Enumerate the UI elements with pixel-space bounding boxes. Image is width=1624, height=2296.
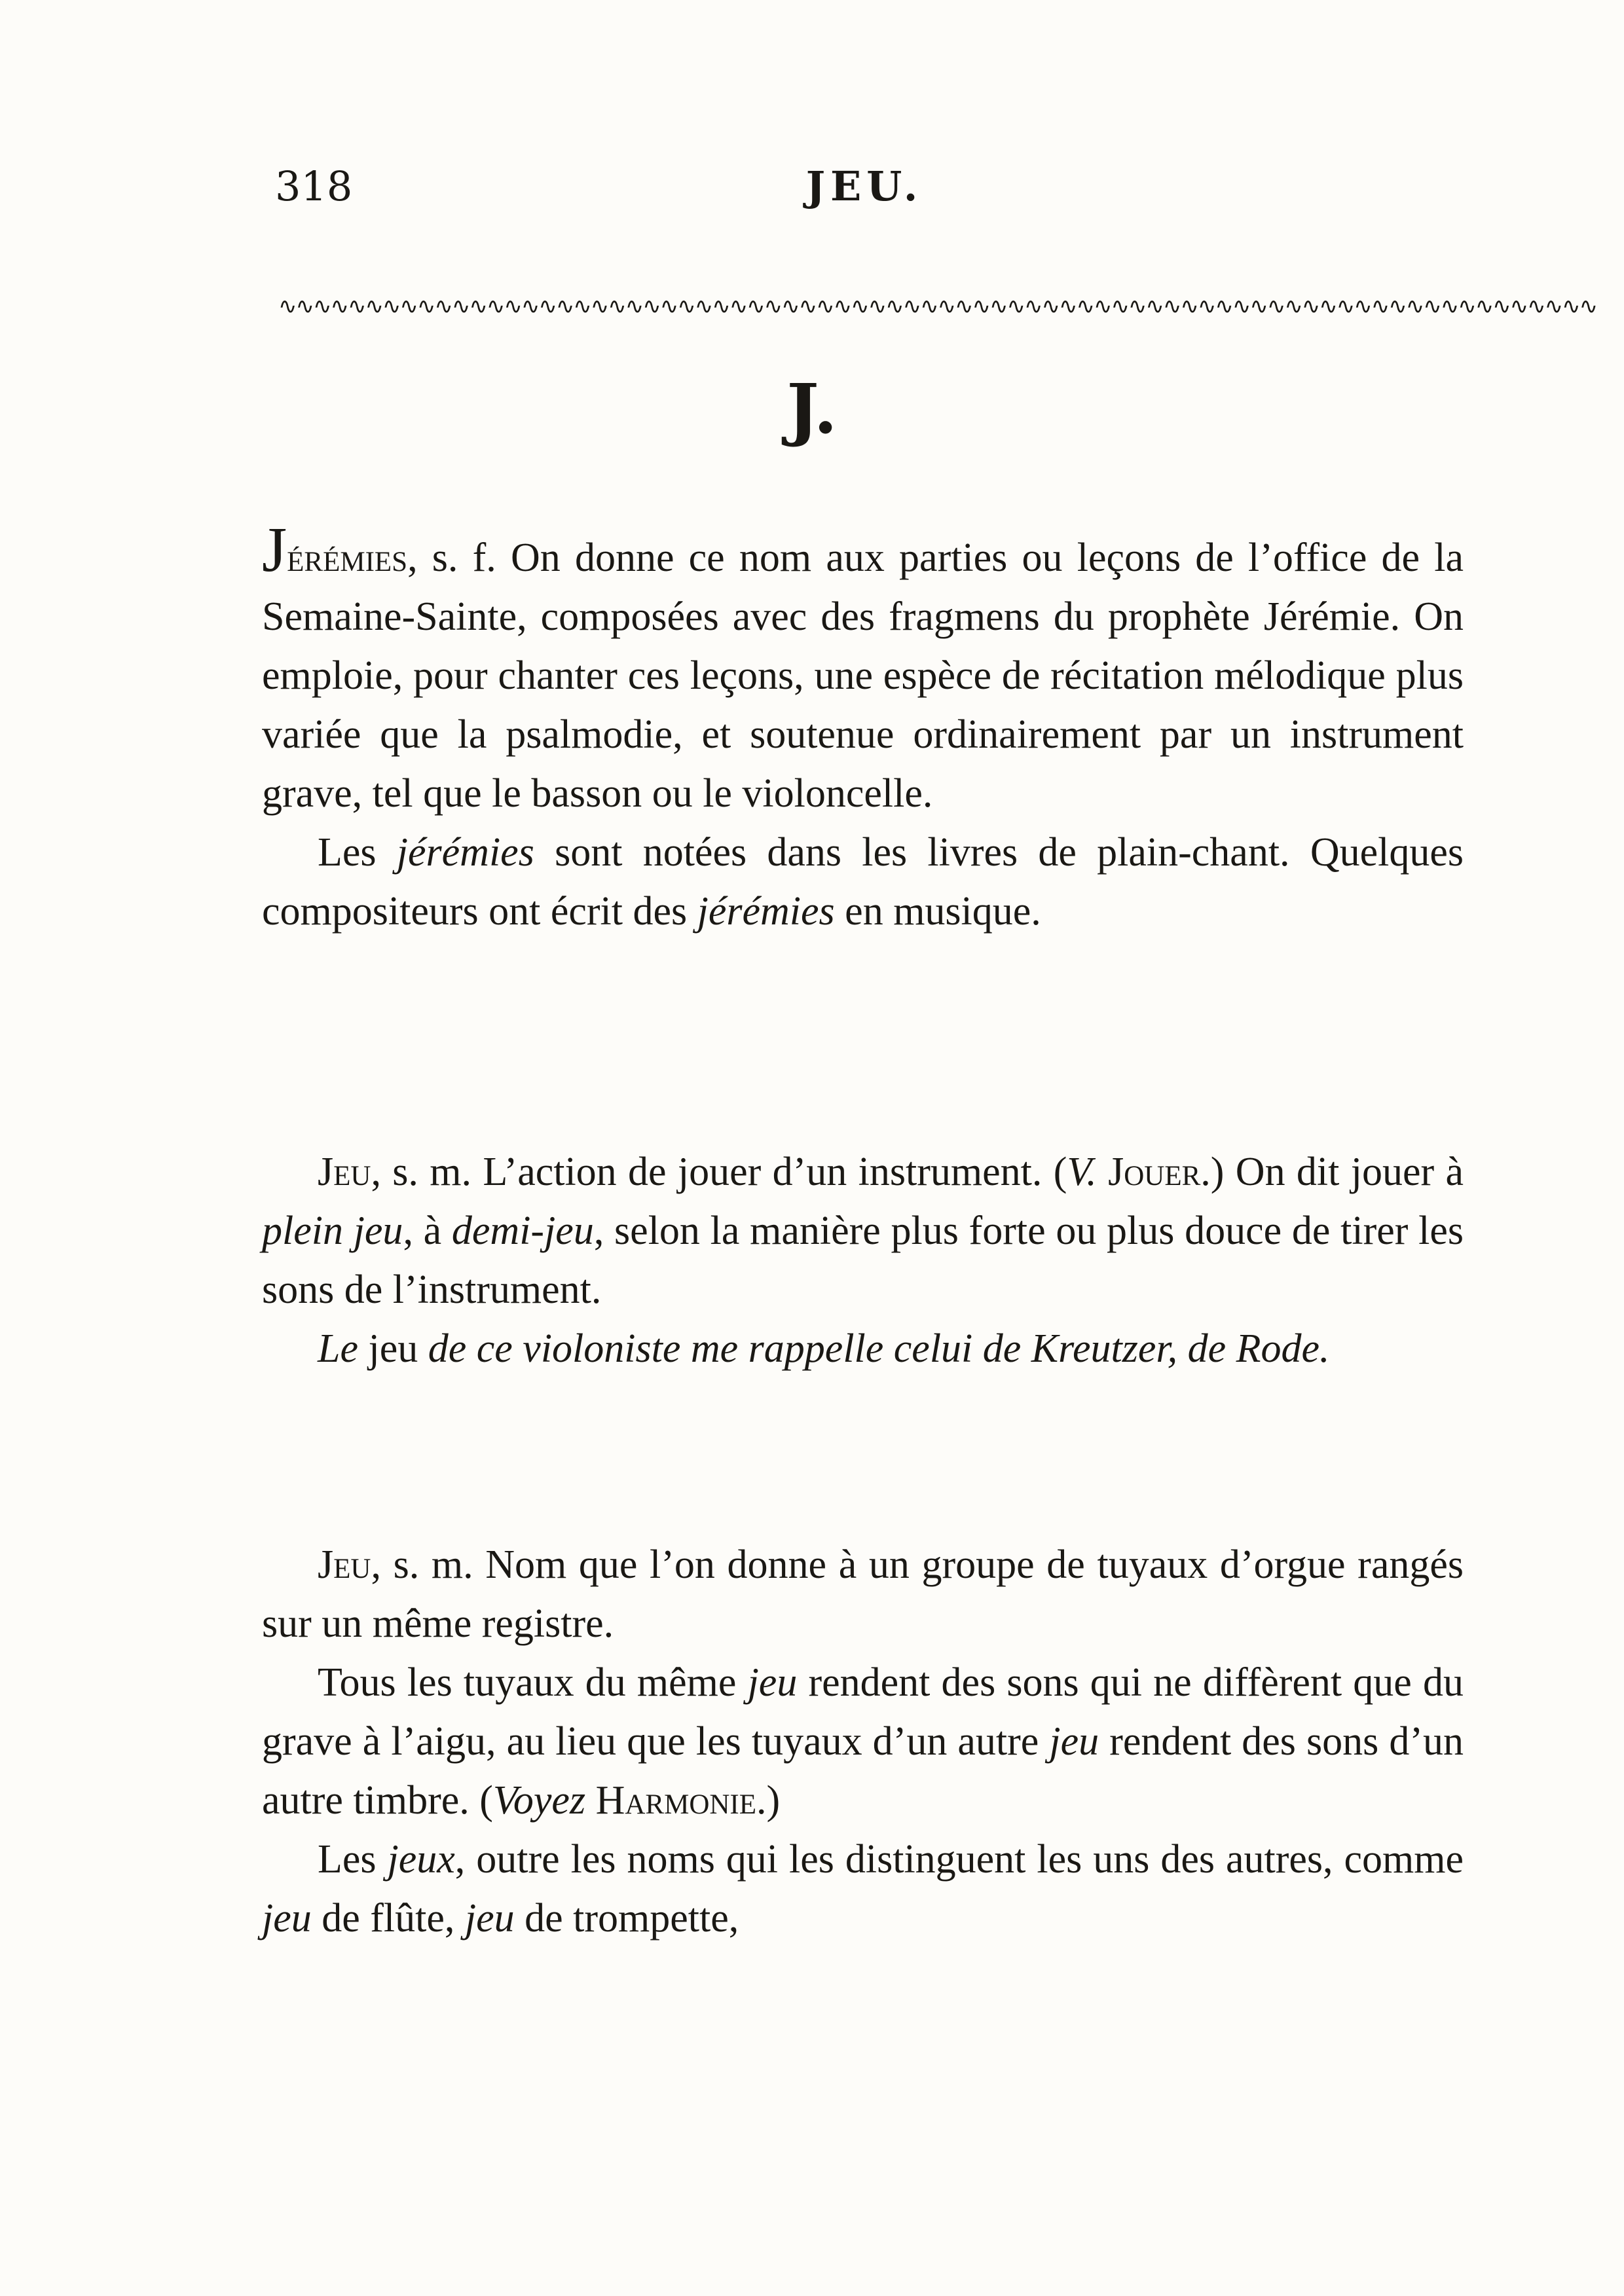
entry-text: Les [318,830,397,875]
entry-text: Les [318,1837,388,1882]
entry-text: jeu [358,1326,428,1371]
entry-text [585,1778,596,1823]
entry-jeu-action [262,1142,1464,1378]
italic-term: Voyez [492,1778,586,1823]
ornamental-rule: ∿∿∿∿∿∿∿∿∿∿∿∿∿∿∿∿∿∿∿∿∿∿∿∿∿∿∿∿∿∿∿∿∿∿∿∿∿∿∿∿∿∿∿∿∿∿∿∿∿∿∿∿∿∿∿∿∿∿∿∿∿∿∿∿∿∿∿∿∿∿∿∿∿∿∿∿ [278,293,1597,319]
entry-text: Tous les tuyaux du même [318,1660,748,1705]
entry-paragraph [262,1830,1464,1948]
entry-text: en musique. [834,889,1041,934]
entry-text: sont notées dans les livres de plain-chant. Quelques compositeurs ont écrit des [262,830,1464,934]
entry-text: , s. m. L’action de jouer d’un instrument. ( [371,1150,1067,1194]
entry-text: , selon la manière plus forte ou plus douce de tirer les sons de l’instrument. [262,1209,1464,1312]
entry-text: , s. m. Nom que l’on donne à un groupe de tuyaux d’orgue rangés sur un même registre. [262,1542,1464,1646]
entry-jeremies [262,515,1464,941]
entry-paragraph [262,1142,1464,1319]
entry-text: de flûte, [311,1896,465,1941]
cross-reference: Harmonie [595,1778,757,1823]
italic-term: Le [318,1326,358,1371]
entry-text: .) [756,1778,781,1823]
entry-headword: Jeu [318,1150,371,1194]
entry-paragraph [262,1535,1464,1653]
entry-text: rendent des sons d’un autre timbre. ( [262,1719,1464,1823]
entry-text: , outre les noms qui les distinguent les uns des autres, comme [454,1837,1464,1882]
cross-reference: Jouer [1108,1150,1201,1194]
entry-paragraph [262,1653,1464,1830]
entry-text: .) On dit jouer à [1200,1150,1464,1194]
entry-text: , à [403,1209,452,1253]
italic-term: V. [1067,1150,1097,1194]
entry-paragraph [262,823,1464,941]
italic-term: plein jeu [262,1209,403,1253]
italic-term: jeu [464,1896,515,1941]
italic-term: jeu [1049,1719,1099,1764]
entry-example [262,1319,1464,1378]
italic-term: jérémies [697,889,835,934]
entry-text [1097,1150,1108,1194]
entry-headword-initial: J [262,515,287,585]
italic-term: jérémies [396,830,534,875]
page-number: 318 [275,162,353,210]
entry-text: , s. f. On donne ce nom aux parties ou leçons de l’office de la Semaine-Sainte, composées avec des fragmens du prophète Jérémie. On emploie, pour chanter ces leçons, une espèce de récitation mélodique plus variée que la psalmodie, et soutenue ordinairement par un instrument grave, tel que le basson ou le violoncelle. [262,536,1464,816]
running-title: JEU. [805,162,923,210]
italic-term: de ce violoniste me rappelle celui de Kreutzer, de Rode. [428,1326,1330,1371]
entry-text: de trompette, [514,1896,739,1941]
entry-headword: Jeu [318,1542,371,1587]
entry-paragraph [262,515,1464,823]
entry-jeu-organ [262,1535,1464,1948]
italic-term: jeu [262,1896,312,1941]
italic-term: jeux [387,1837,455,1882]
entry-text: rendent des sons qui ne diffèrent que du grave à l’aigu, au lieu que les tuyaux d’un autre [262,1660,1464,1764]
italic-term: demi-jeu [451,1209,594,1253]
entry-headword: érémies [287,536,408,580]
italic-term: jeu [747,1660,798,1705]
section-letter: J. [786,369,838,449]
running-head [268,160,1460,213]
